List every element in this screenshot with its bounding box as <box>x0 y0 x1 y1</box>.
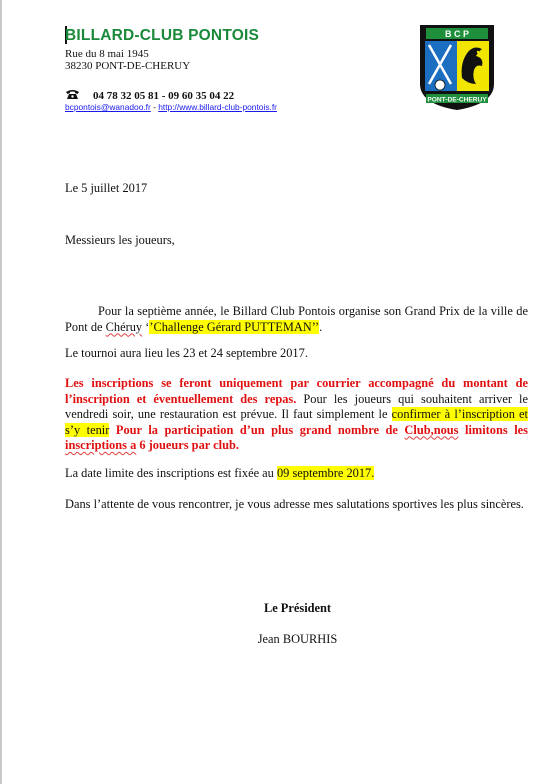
intro-town: Chéruy <box>105 319 143 334</box>
deadline-text: La date limite des inscriptions est fixée au <box>65 466 277 480</box>
paragraph-closing: Dans l’attente de vous rencontrer, je vous adresse mes salutations sportives les plus sincères. <box>65 497 524 511</box>
telephone-icon <box>65 89 81 103</box>
paragraph-dates: Le tournoi aura lieu les 23 et 24 septembre 2017. <box>65 346 308 360</box>
club-name: BILLARD-CLUB PONTOIS <box>65 27 260 44</box>
address-street: Rue du 8 mai 1945 <box>65 48 149 60</box>
logo-bottom-text: PONT-DE-CHERUY <box>427 96 487 104</box>
intro-text: Pour la septième année, le Billard Club Pontois organise son Grand Prix de la ville de Pont de <box>65 304 528 334</box>
signature-title: Le Président <box>263 601 332 615</box>
signature-name: Jean BOURHIS <box>257 632 338 646</box>
website-link[interactable]: http://www.billard-club-pontois.fr <box>158 102 277 112</box>
club-limit-text: Pour la participation d’un plus grand nombre de <box>109 422 405 437</box>
page-edge-divider <box>0 0 2 784</box>
intro-quote: ‘ <box>142 319 150 334</box>
email-link[interactable]: bcpontois@wanadoo.fr <box>65 102 151 112</box>
registration-rule: Les inscriptions se feront uniquement par courrier accompagné du montant de l’inscription et éventuellement des repas. <box>65 376 528 406</box>
paragraph-registration <box>65 376 528 454</box>
confirm-highlight: confirmer à l’inscription et s’y tenir <box>65 407 528 437</box>
club-limit-text-2: limitons les <box>458 422 528 437</box>
address-city: 38230 PONT-DE-CHERUY <box>65 60 191 72</box>
phone-numbers: 04 78 32 05 81 - 09 60 35 04 22 <box>93 90 235 102</box>
contact-line <box>65 102 277 112</box>
club-limit-text-3: 6 joueurs par club. <box>136 438 239 452</box>
club-limit-club: Club,nous <box>404 422 459 437</box>
club-limit-inscriptions: inscriptions a <box>65 438 137 452</box>
letter-salutation: Messieurs les joueurs, <box>65 233 175 247</box>
paragraph-deadline <box>65 466 528 482</box>
challenge-name: ’Challenge Gérard PUTTEMAN’’ <box>149 319 320 334</box>
intro-period: . <box>319 319 323 334</box>
friday-info: Pour les joueurs qui souhaitent arriver le vendredi soir, une restauration est prévue. Il faut simplement le <box>65 391 528 421</box>
logo-top-text: B C P <box>444 29 470 39</box>
club-logo <box>416 22 498 112</box>
paragraph-intro <box>65 304 528 335</box>
letter-date: Le 5 juillet 2017 <box>65 181 148 195</box>
deadline-date: 09 septembre 2017. <box>276 466 375 480</box>
phone-line <box>65 89 234 103</box>
contact-separator: - <box>150 102 159 112</box>
